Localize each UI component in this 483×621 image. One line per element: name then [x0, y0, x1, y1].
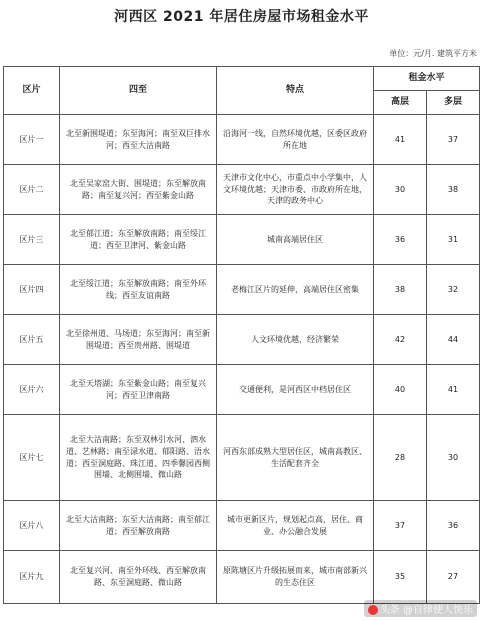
header-high: 高层 — [374, 91, 427, 115]
cell-rent-high: 35 — [374, 551, 427, 604]
cell-rent-high: 40 — [374, 365, 427, 415]
rent-table — [3, 66, 480, 604]
header-rent: 租金水平 — [374, 67, 480, 91]
page-title: 河西区 2021 年居住房屋市场租金水平 — [114, 9, 369, 25]
table-row — [4, 265, 480, 315]
cell-rent-high: 30 — [374, 165, 427, 215]
cell-bounds: 北至吴家窑大街、围堤道；东至解放南路；南至复兴河；西至紫金山路 — [60, 165, 217, 215]
cell-rent-low: 37 — [427, 115, 480, 165]
cell-features: 城南高端居住区 — [217, 215, 374, 265]
cell-area: 区片七 — [4, 415, 60, 501]
table-row — [4, 215, 480, 265]
cell-bounds: 北至绥江道；东至解放南路；南至外环线；西至友谊南路 — [60, 265, 217, 315]
cell-bounds: 北至天塔湖；东至紫金山路；南至复兴河；西至卫津南路 — [60, 365, 217, 415]
header-bounds: 四至 — [60, 67, 217, 115]
cell-rent-low: 32 — [427, 265, 480, 315]
cell-features: 老梅江区片的延伸，高端居住区密集 — [217, 265, 374, 315]
header-features: 特点 — [217, 67, 374, 115]
cell-area: 区片三 — [4, 215, 60, 265]
cell-rent-high: 37 — [374, 501, 427, 551]
table-row — [4, 501, 480, 551]
cell-bounds: 北至大沽南路；东至双林引水河、泗水道、艺林路；南至渌水道、郁阳路、浯水道；西至洞庭路、珠江道、四季馨园西侧围墙、北侧围墙、微山路 — [60, 415, 217, 501]
cell-bounds: 北至徐州道、马场道；东至海河；南至新围堤道；西至贵州路、围堤道 — [60, 315, 217, 365]
table-row — [4, 365, 480, 415]
table-row — [4, 115, 480, 165]
cell-rent-low: 27 — [427, 551, 480, 604]
cell-area: 区片九 — [4, 551, 60, 604]
table-row — [4, 315, 480, 365]
cell-area: 区片八 — [4, 501, 60, 551]
cell-area: 区片二 — [4, 165, 60, 215]
cell-rent-high: 36 — [374, 215, 427, 265]
cell-rent-low: 31 — [427, 215, 480, 265]
cell-features: 交通便利，是河西区中档居住区 — [217, 365, 374, 415]
table-row — [4, 415, 480, 501]
cell-rent-low: 38 — [427, 165, 480, 215]
watermark — [364, 600, 477, 617]
cell-rent-low: 30 — [427, 415, 480, 501]
cell-rent-low: 36 — [427, 501, 480, 551]
toutiao-logo-icon — [368, 605, 378, 615]
cell-area: 区片六 — [4, 365, 60, 415]
cell-rent-low: 44 — [427, 315, 480, 365]
cell-features: 天津市文化中心，市重点中小学集中，人文环境优越；天津市委、市政府所在地，天津的政务中心 — [217, 165, 374, 215]
cell-bounds: 北至大沽南路；东至大沽南路；南至郁江道；西至解放南路 — [60, 501, 217, 551]
cell-features: 人文环境优越，经济繁荣 — [217, 315, 374, 365]
header-low: 多层 — [427, 91, 480, 115]
cell-rent-high: 41 — [374, 115, 427, 165]
cell-area: 区片五 — [4, 315, 60, 365]
cell-bounds: 北至新围堤道；东至海河；南至双巨排水河；西至大沽南路 — [60, 115, 217, 165]
cell-rent-low: 41 — [427, 365, 480, 415]
table-row — [4, 165, 480, 215]
cell-area: 区片一 — [4, 115, 60, 165]
table-row — [4, 551, 480, 604]
header-area: 区片 — [4, 67, 60, 115]
cell-rent-high: 38 — [374, 265, 427, 315]
watermark-text: 头条 @自律使人快乐 — [379, 605, 473, 616]
unit-note: 单位：元/月. 建筑平方米 — [389, 49, 477, 58]
cell-features: 沿海河一线，自然环境优越，区委区政府所在地 — [217, 115, 374, 165]
cell-bounds: 北至郁江道；东至解放南路；南至绥江道；西至卫津河、紫金山路 — [60, 215, 217, 265]
cell-rent-high: 42 — [374, 315, 427, 365]
cell-bounds: 北至复兴河、南至外环线、西至解放南路、东至洞庭路、微山路 — [60, 551, 217, 604]
cell-rent-high: 28 — [374, 415, 427, 501]
cell-features: 原陈塘区片升级拓展而来，城市南部新兴的生态住区 — [217, 551, 374, 604]
cell-features: 城市更新区片，规划起点高，居住、商业、办公融合发展 — [217, 501, 374, 551]
cell-features: 河西东部成熟大型居住区，城南高教区、生活配套齐全 — [217, 415, 374, 501]
cell-area: 区片四 — [4, 265, 60, 315]
